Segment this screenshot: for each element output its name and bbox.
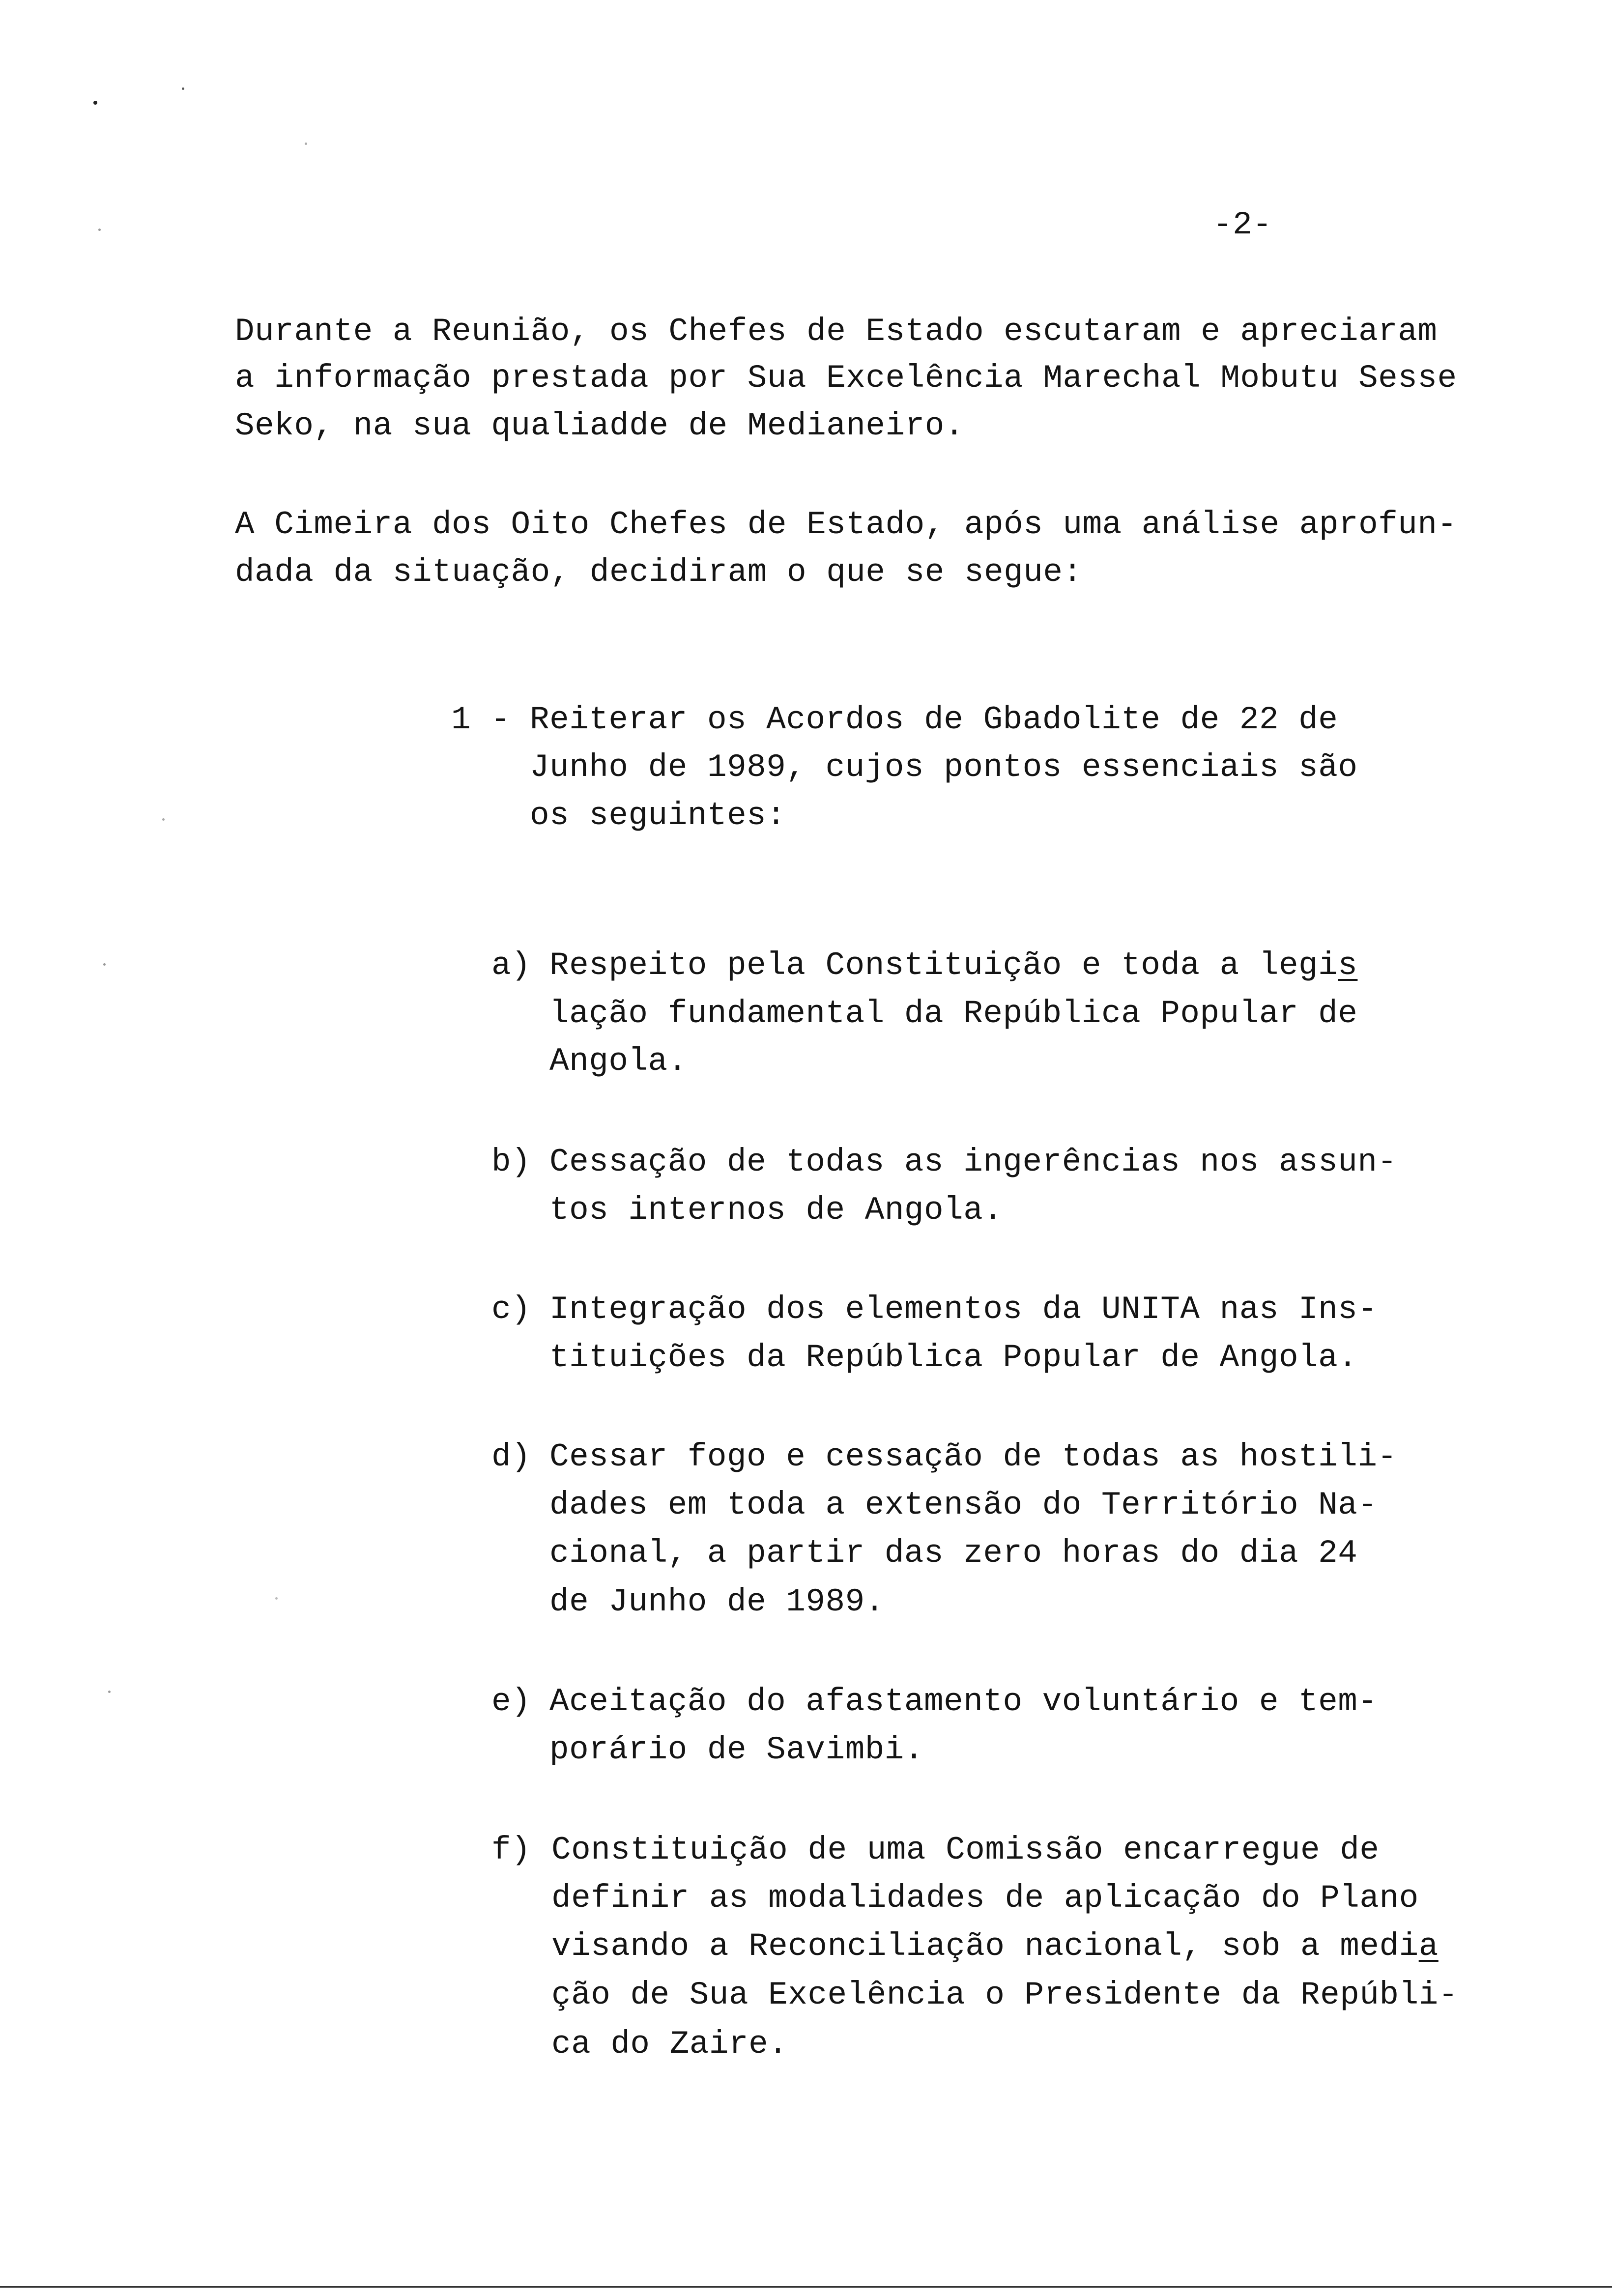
- paragraph-1-line-1: Durante a Reunião, os Chefes de Estado escutaram e apreciaram: [235, 313, 1438, 350]
- subitem-a-underlined-letter: s: [1338, 947, 1358, 984]
- subitem-d-marker: d): [491, 1438, 531, 1475]
- scan-speck: [108, 1691, 111, 1693]
- paragraph-2-line-2: dada da situação, decidiram o que se segue:: [235, 554, 1083, 591]
- subitem-f-line-2: definir as modalidades de aplicação do Plano: [551, 1880, 1419, 1917]
- subitem-c-line-2: tituições da República Popular de Angola.: [549, 1339, 1358, 1376]
- scan-speck: [162, 818, 165, 821]
- subitem-a-line-1-text: Respeito pela Constituição e toda a legi: [549, 947, 1338, 984]
- subitem-a-line-2: lação fundamental da República Popular de: [549, 995, 1358, 1032]
- scan-speck: [305, 143, 307, 145]
- paragraph-2-line-1: A Cimeira dos Oito Chefes de Estado, após uma análise aprofun-: [235, 506, 1457, 543]
- scan-speck: [275, 1597, 278, 1600]
- scan-speck: [182, 87, 184, 90]
- subitem-d-line-4: de Junho de 1989.: [549, 1583, 885, 1620]
- subitem-f-marker: f): [491, 1832, 531, 1868]
- paragraph-1-line-2: a informação prestada por Sua Excelência Marechal Mobutu Sesse: [235, 360, 1457, 397]
- item-1-line-2: Junho de 1989, cujos pontos essenciais são: [530, 749, 1358, 786]
- item-1-line-1: Reiterar os Acordos de Gbadolite de 22 de: [530, 701, 1338, 738]
- subitem-f-line-5: ca do Zaire.: [551, 2026, 788, 2063]
- subitem-d-line-3: cional, a partir das zero horas do dia 24: [549, 1535, 1358, 1572]
- subitem-f-line-3-text: visando a Reconciliação nacional, sob a medi: [551, 1928, 1419, 1965]
- subitem-e-line-1: Aceitação do afastamento voluntário e tem-: [549, 1683, 1378, 1720]
- subitem-b-marker: b): [491, 1144, 531, 1180]
- subitem-f-underlined-letter: a: [1418, 1928, 1439, 1965]
- subitem-a-line-3: Angola.: [549, 1043, 688, 1080]
- subitem-c-marker: c): [491, 1291, 531, 1328]
- paragraph-1-line-3: Seko, na sua qualiadde de Medianeiro.: [235, 407, 964, 444]
- item-1-line-3: os seguintes:: [530, 797, 786, 834]
- subitem-e-marker: e): [491, 1683, 531, 1720]
- subitem-e-line-2: porário de Savimbi.: [549, 1731, 924, 1768]
- subitem-c-line-1: Integração dos elementos da UNITA nas Ins-: [549, 1291, 1378, 1328]
- scan-speck: [93, 101, 97, 105]
- subitem-a-line-1: [549, 941, 1357, 990]
- subitem-f-line-3: [551, 1922, 1439, 1971]
- subitem-f-line-4: ção de Sua Excelência o Presidente da Repúbli-: [551, 1977, 1458, 2013]
- subitem-d-line-2: dades em toda a extensão do Território Na-: [549, 1487, 1378, 1523]
- subitem-b-line-1: Cessação de todas as ingerências nos assun-: [549, 1144, 1397, 1180]
- page-number: -2-: [1213, 206, 1272, 243]
- scan-speck: [98, 229, 101, 231]
- subitem-d-line-1: Cessar fogo e cessação de todas as hostili-: [549, 1438, 1397, 1475]
- scan-speck: [103, 963, 106, 966]
- subitem-b-line-2: tos internos de Angola.: [549, 1192, 1003, 1229]
- scan-edge-rule: [0, 2286, 1612, 2288]
- subitem-a-marker: a): [491, 947, 531, 984]
- item-1-marker: 1 -: [451, 701, 511, 738]
- subitem-f-line-1: Constituição de uma Comissão encarregue de: [551, 1832, 1380, 1868]
